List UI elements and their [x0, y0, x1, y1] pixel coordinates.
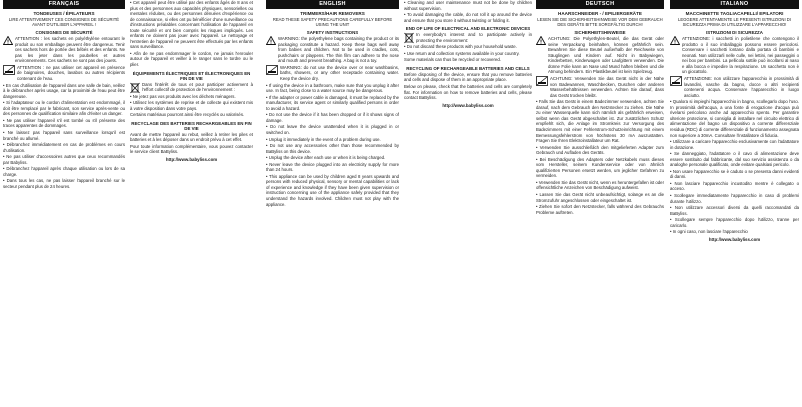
- warning-text: ATTENZIONE: i sacchetti in polietilene che contengono il prodotto o il suo imballaggio possono essere pericolosi. Conservare i sacchetti lontano dalla portata di bambini e neonati. Non utilizzarli nelle culle, nei lettini, nei passeggini o nei box per bambini. La pellicola sottile può incollarsi al naso e alla bocca e impedire la respirazione. Un sacchetto non è un giocattolo.: [682, 36, 799, 75]
- svg-text:!: !: [539, 39, 543, 46]
- section-subtitle: LIRE ATTENTIVEMENT CES CONSIGNES DE SÉCURITÉ AVANT D'UTILISER L'APPAREIL !: [8, 17, 120, 28]
- bullet: • Cet appareil peut être utilisé par des enfants âgés de 8 ans et plus et des personnes aux capacités physiques, sensorielles ou mentales réduites, ou des personnes dénuées d'expérience ou de connaissance, si elles ont pu bénéficier d'une surveillance ou d'instructions préalables concernant l'utilisation de l'appareil en toute sécurité et ont bien compris les risques impliqués. Les enfants ne doivent pas jouer avec l'appareil. Le nettoyage et l'entretien de l'appareil ne peuvent être effectués par les enfants sans surveillance.: [130, 0, 253, 50]
- warning-block: [3, 36, 125, 65]
- bullet: • Lassen Sie das Gerät nicht unbeaufsichtigt, solange es an die Stromzufuhr angeschlossen oder eingeschaltet ist.: [536, 192, 664, 203]
- weee-heading: ÉQUIPEMENTS ÉLECTRIQUES ET ÉLECTRONIQUES EN FIN DE VIE: [132, 70, 251, 81]
- section-title: HAARSCHNEIDER - / EPILIERGERÄTE: [558, 11, 642, 16]
- warning-text: ACHTUNG: Die Polyethylen-Beutel, die das Gerät oder seine Verpackung beinhalten, können gefährlich sein. Bewahren Sie diese Beutel außerhalb der Reichweite von Säuglingen und Kindern auf. Nicht in Babywiegen, Kinderbetten, Kinderwagen oder Laufgittern verwenden. Die dünne Folie kann an Nase und Mund haften bleiben und die Atmung behindern. Ein Plastikbeutel ist kein Spielzeug.: [548, 36, 664, 75]
- bullet: • Verwenden Sie das Gerät nicht, wenn es heruntergefallen ist oder offensichtliche Anzeichen von Beschädigung aufweist.: [536, 180, 664, 191]
- warning-icon: [536, 36, 546, 45]
- water-warning-block: [670, 76, 799, 99]
- bullet: • If using the device in a bathroom, make sure that you unplug it after use. In fact, being close to a water source may be dangerous.: [266, 83, 399, 94]
- no-bath-icon: [536, 76, 548, 86]
- language-header: ITALIANO: [670, 0, 799, 9]
- weee-heading: END OF LIFE OF ELECTRICAL AND ELECTRONIC DEVICES: [405, 26, 531, 32]
- french-column-continued: [130, 0, 253, 407]
- bullet: • Si l'adaptateur ou le cordon d'alimentation est endommagé, il doit être remplacé par le fabricant, son service après-vente ou des personnes de qualification similaire afin d'éviter un danger.: [3, 100, 125, 117]
- website-link[interactable]: http://www.babyliss.com: [708, 236, 761, 242]
- bullet: • In ogni caso, non lasciare l'apparecchio: [670, 229, 799, 235]
- bullet: • Non lasciare l'apparecchio incustodito mentre è collegato o acceso.: [670, 181, 799, 192]
- contact-text: Pour toute information complémentaire, vous pouvez contacter le service client BaByliss.: [130, 143, 253, 155]
- bullet: • Do not leave the device unattended when it is plugged in or switched on.: [266, 124, 399, 135]
- recycle-note: Some materials can thus be recycled or recovered.: [404, 57, 501, 63]
- language-header: DEUTSCH: [536, 0, 664, 9]
- water-warning-block: [3, 65, 125, 83]
- bullet: • Ne laissez pas l'appareil sans surveillance lorsqu'il est branché ou allumé.: [3, 130, 125, 141]
- warning-block: [670, 36, 799, 76]
- safety-heading: SICHERHEITSHINWEISE: [574, 30, 626, 36]
- bullet: • Ziehen Sie sofort den Netzstecker, falls während des Gebrauchs Probleme auftreten.: [536, 204, 664, 215]
- website-link[interactable]: http://www.babyliss.com: [165, 157, 218, 163]
- language-header: ENGLISH: [266, 0, 399, 9]
- bullet: • En cas d'utilisation de l'appareil dans une salle de bain, veillez à le débrancher après usage, car la proximité de l'eau peut être dangereuse.: [3, 83, 125, 100]
- bullet: • Use return and collection systems available in your country.: [404, 51, 532, 57]
- no-bath-icon: [266, 65, 278, 75]
- section-title: MACCHINETTE TAGLIACAPELLI/ EPILATORI: [685, 11, 784, 16]
- bullet: • Do not use any accessories other than those recommended by BaByliss on this device.: [266, 143, 399, 154]
- language-header: FRANÇAIS: [3, 0, 125, 9]
- section-subtitle: LEGGERE ATTENTAMENTE LE PRESENTI ISTRUZIONI DI SICUREZZA PRIMA DI UTILIZZARE L'APPARECCHIO!: [678, 17, 791, 28]
- french-column: [3, 0, 125, 407]
- water-warning-text: ATTENZIONE: non utilizzare l'apparecchio in prossimità di lavandini, vasche da bagno, docce o altri recipienti contenenti acqua. Conservare l'apparecchio in luogo asciutto.: [684, 76, 799, 98]
- bullet: • Cleaning and user maintenance must not be done by children without supervision.: [404, 0, 532, 11]
- battery-heading: RECYCLAGE DES BATTERIES RECHARGEABLES EN FIN DE VIE: [131, 120, 252, 131]
- warning-block: [536, 36, 664, 76]
- water-warning-block: [536, 76, 664, 99]
- bullet: • Do not discard these products with your household waste.: [404, 44, 532, 50]
- bullet: • Never leave the device plugged into an electricity supply for more than 24 hours.: [266, 162, 399, 173]
- bullet: • Débranchez immédiatement en cas de problèmes en cours d'utilisation.: [3, 142, 125, 153]
- battery-text: Avant de mettre l'appareil au rebut, veillez à retirer les piles et batteries et à les déposer dans un endroit prévu à cet effet.: [130, 131, 253, 143]
- bullet: • This appliance can be used by children aged 8 years upwards and persons with reduced physical, sensory or mental capabilities or lack of experience and knowledge if they have been given supervision or instruction concerning use of the appliance safely provided that they understand the hazards involved. Children must not play with the appliance.: [266, 174, 399, 207]
- safety-heading: CONSIGNES DE SÉCURITÉ: [35, 30, 93, 36]
- svg-text:!: !: [673, 39, 677, 46]
- water-warning-text: ATTENTION : ne pas utiliser cet appareil en présence de baignoires, douches, lavabos ou autres récipients contenant de l'eau.: [17, 64, 125, 82]
- warning-text: ATTENTION : les sachets en polyéthylène entourant le produit ou son emballage peuvent être dangereux. Tenir ces sachets hors de portée des bébés et des enfants. Ne pas les jeter dans les poubelles et autres environnements. Ces sachets ne sont pas des jouets.: [15, 36, 125, 64]
- bullet: • Utilizzare a caricare l'apparecchio esclusivamente con l'adattatore in dotazione.: [670, 139, 799, 150]
- bullet: • Scollegare sempre l'apparecchio dopo l'utilizzo, tranne per caricarlo.: [670, 217, 799, 228]
- bullet: • If the adapter or power cable is damaged, it must be replaced by the manufacturer, its service agent or similarly qualified persons in order to avoid a hazard.: [266, 95, 399, 112]
- german-column: [536, 0, 664, 407]
- bullet: • Utilisez les systèmes de reprise et de collecte qui existent mis à votre disposition dans votre pays.: [130, 100, 253, 111]
- water-warning-text: WARNING: do not use the device over or near washbasins, baths, showers, or any other receptacle containing water. Keep the device dry.: [280, 64, 399, 82]
- bullet: • To avoid damaging the cable, do not roll it up around the device and ensure that you store it without twisting or folding it.: [404, 12, 532, 23]
- weee-block: [130, 82, 253, 94]
- italian-column: [670, 0, 799, 407]
- bullet: • Se danneggiato, l'adattatore o il cavo di alimentazione deve essere sostituito dal fabbricante, dal suo servizio assistenza o da analoghe personale qualificato, onde evitare qualsiasi pericolo.: [670, 151, 799, 168]
- no-bath-icon: [3, 65, 15, 75]
- no-bath-icon: [670, 76, 682, 86]
- bullet: • Scollegare immediatamente l'apparecchio in caso di problemi durante l'utilizzo.: [670, 193, 799, 204]
- water-warning-block: [266, 65, 399, 83]
- bullet: • Unplug the device after each use or when it is being charged.: [266, 155, 399, 161]
- svg-text:!: !: [269, 39, 273, 46]
- english-column: [266, 0, 399, 407]
- warning-icon: [670, 36, 680, 45]
- bullet: • Unplug it immediately in the event of a problem during use.: [266, 137, 399, 143]
- bullet: • Non utilizzare accessori diversi da quelli raccomandati da BaByliss.: [670, 205, 799, 216]
- website-link[interactable]: http://www.babyliss.com: [442, 102, 494, 108]
- bullet: • Non usare l'apparecchio se è caduto o se presenta danni evidenti di danni.: [670, 169, 799, 180]
- warning-text: WARNING: the polyethylene bags containing the product or its packaging constitute a hazard. Keep these bags well away from babies and children. Not to be used in cradles, cots, pushchairs or playpens. The thin film can adhere to the nose and mouth and prevent breathing. A bag is not a toy.: [278, 36, 399, 64]
- english-column-continued: [404, 0, 532, 407]
- bullet: • Verwenden Sie ausschließlich den mitgelieferten Adapter zum Gebrauch und Aufladen des Geräts.: [536, 145, 664, 156]
- water-warning-text: ACHTUNG: Verwenden Sie das Gerät nicht in der Nähe von Badewannen, Waschbecken, Duschen oder anderen Wasserbehältnissen verwenden. Achten Sie darauf, dass das Gerät trocken bleibt.: [550, 76, 664, 98]
- warning-block: [266, 36, 399, 65]
- bullet: • Do not use the device if it has been dropped or if it shows signs of damage.: [266, 112, 399, 123]
- battery-heading: RECYCLING OF RECHARGEABLE BATTERIES AND CELLS: [406, 65, 530, 71]
- contact-text: Below on please, check that the batteries and cells are completely flat. For information on how to remove batteries and cells, please contact BaByliss.: [404, 84, 532, 101]
- bullet: • Dans tous les cas, ne pas laisser l'appareil branché sur le secteur pendant plus de 24 heures.: [3, 178, 125, 189]
- safety-heading: SAFETY INSTRUCTIONS: [306, 30, 359, 36]
- svg-text:!: !: [6, 39, 10, 46]
- section-subtitle: LESEN SIE DIE SICHERHEITSHINWEISE VOR DEM GEBRAUCH DES GERÄTS BITTE SORGFÄLTIG DURCH!: [537, 17, 663, 28]
- bullet: • Afin de ne pas endommager le cordon, ne jamais l'enrouler autour de l'appareil et veiller à le ranger sans le tordre ou le plier.: [130, 51, 253, 68]
- weee-text: In everybody's interest and to participate actively in protecting the environment:: [416, 32, 532, 43]
- bullet: • Débranchez l'appareil après chaque utilisation ou lors de sa charge.: [3, 166, 125, 177]
- weee-text: Dans l'intérêt de tous et pour participer activement à l'effort collectif de protection de l'environnement :: [142, 81, 253, 93]
- warning-icon: [266, 36, 276, 45]
- battery-text: Before disposing of the device, ensure that you remove batteries and cells and dispose of them in an appropriate place.: [404, 71, 532, 83]
- section-title: TONDEUSES / ÉPILATEURS: [33, 11, 95, 16]
- bullet: • Falls Sie das Gerät in einem Badezimmer verwenden, achten Sie darauf, nach dem Gebrauch den Netzstecker zu ziehen. Die Nähe zu einer Wasserquelle kann sich nämlich als gefährlich erweisen, selbst wenn das Gerät abgeschaltet ist. Zur zusätzlichen Schutz empfiehlt sich, die Anlage im Stromkreis zur Versorgung des Badezimmers mit einer Fehlerstrom-Schutzeinrichtung mit einem Bemessungsfehlerstrom von höchstens 30 mA auszustatten. Fragen Sie Ihren Elektroinstallateur um Rat.: [536, 99, 664, 143]
- section-title: TRIMMERS/HAIR REMOVERS: [300, 11, 365, 16]
- recycle-note: Certains matériaux pourront ainsi être recyclés ou valorisés.: [130, 112, 245, 118]
- bullet: • Qualora si impieghi l'apparecchio in bagno, scollegarlo dopo l'uso. In prossimità dell'acqua, a una fonte di erogazione d'acqua può rivelarsi pericoloso anche ad apparecchio spento. Per garantire ulteriore protezione, si consiglia di installare nel circuito elettrico di alimentazione del bagno un dispositivo a corrente differenziale residua (RDC) di corrente differenziale di funzionamento assegnata non superiore a 30mA. Consultare l'installatore di fiducia.: [670, 99, 799, 138]
- warning-icon: [3, 36, 13, 45]
- bullet: • Ne pas utiliser d'accessoires autres que ceux recommandés par Babyliss.: [3, 154, 125, 165]
- crossed-bin-icon: [130, 82, 140, 94]
- bullet: • Ne jetez pas vos produits avec les déchets ménagers.: [130, 94, 253, 100]
- bullet: • Bei Beschädigung des Adapters oder Netzkabels muss dieses vom Hersteller, seinem Kundenservice oder von ähnlich qualifizierten Personen ersetzt werden, um jeglicher Gefahren zu vermeiden.: [536, 157, 664, 179]
- bullet: • Ne pas utiliser l'appareil s'il est tombé ou s'il présente des traces apparentes de dommages.: [3, 118, 125, 129]
- crossed-bin-icon: [404, 32, 414, 44]
- safety-heading: ISTRUZIONI DI SICUREZZA: [706, 30, 763, 36]
- weee-block: [404, 32, 532, 44]
- section-subtitle: READ THESE SAFETY PRECAUTIONS CAREFULLY BEFORE USING THE UNIT: [272, 17, 393, 28]
